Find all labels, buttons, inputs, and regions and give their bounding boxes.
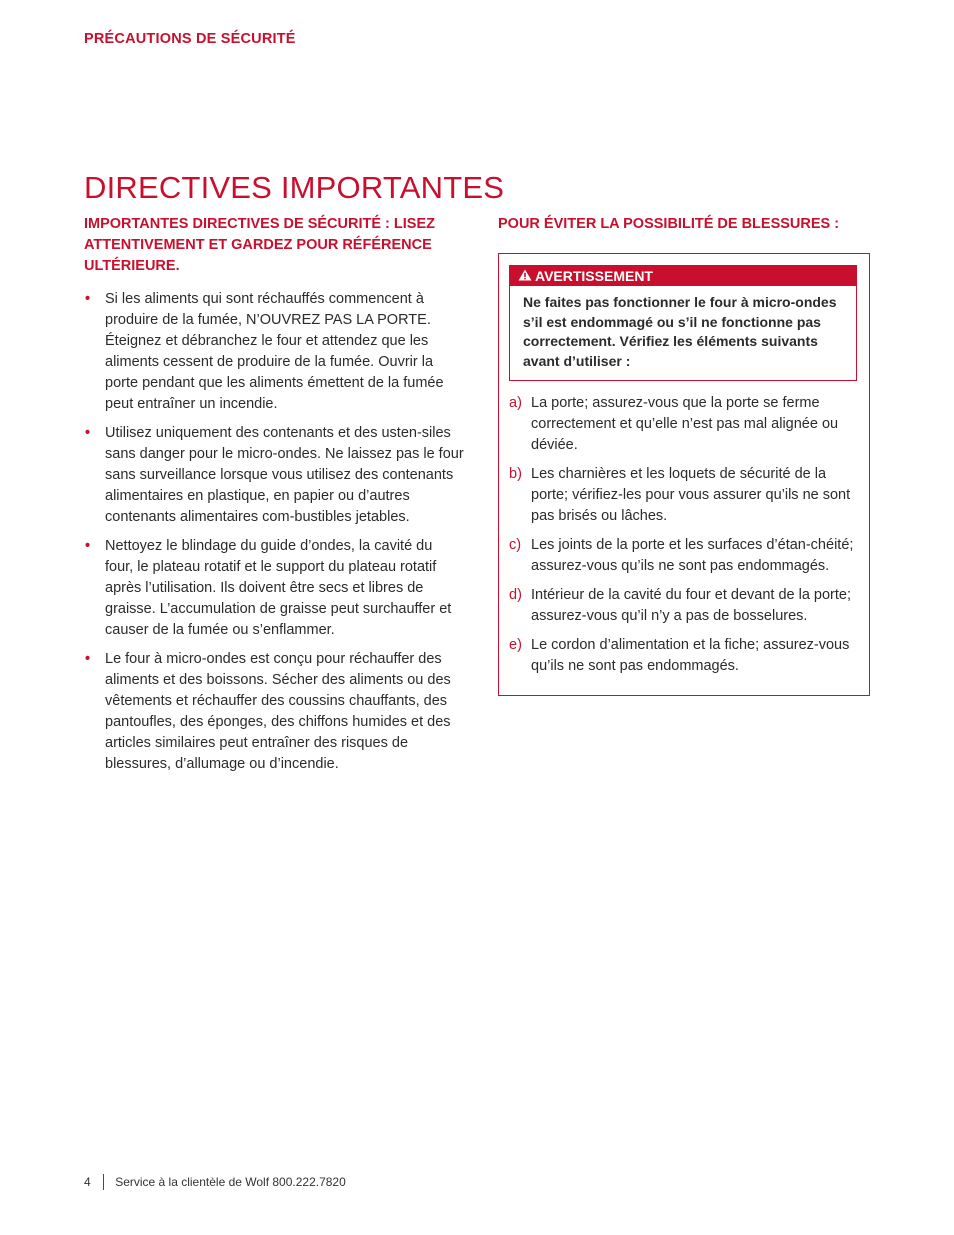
left-column: [84, 214, 464, 783]
warning-header: [510, 266, 856, 286]
bullet-text: Si les aliments qui sont réchauffés commencent à produire de la fumée, N’OUVREZ PAS LA PORTE. Éteignez et débranchez le four et attendez que les aliments cessent de produire de la fumée. Ouvrir la porte pendant que les aliments émettent de la fumée peut entraîner un incendie.: [105, 291, 444, 412]
warning-panel: [509, 265, 857, 381]
item-text: Intérieur de la cavité du four et devant de la porte; assurez-vous qu’il n’y a pas de bosselures.: [531, 587, 852, 624]
left-subheading: IMPORTANTES DIRECTIVES DE SÉCURITÉ : LISEZ ATTENTIVEMENT ET GARDEZ POUR RÉFÉRENCE ULTÉRIEURE.: [84, 216, 435, 274]
warning-label: AVERTISSEMENT: [535, 268, 653, 284]
warning-box: [498, 253, 870, 696]
item-letter: b): [509, 466, 522, 482]
item-text: La porte; assurez-vous que la porte se ferme correctement et qu’elle n’est pas mal alignée ou déviée.: [531, 395, 839, 453]
bullet-text: Le four à micro-ondes est conçu pour réchauffer des aliments et des boissons. Sécher des aliments ou des vêtements et réchauffer des coussins chauffants, des pantoufles, des éponges, des chiffons humides et des articles similaires peut entraîner des risques de blessures, d’allumage ou d’incendie.: [105, 651, 451, 772]
bullet-icon: •: [85, 538, 91, 554]
bullet-text: Nettoyez le blindage du guide d’ondes, la cavité du four, le plateau rotatif et le support du plateau rotatif après l’utilisation. Ils doivent être secs et libres de graisse. L’accumulation de graisse peut surchauffer et causer de la fumée ou s’enflammer.: [105, 538, 452, 638]
list-item: [509, 393, 857, 456]
bullet-text: Utilisez uniquement des contenants et des usten-siles sans danger pour le micro-ondes. Ne laissez pas le four sans surveillance lorsque vous utilisez des contenants alimentaires en plastique, en papier ou d’autres contenants alimentaires com-bustibles jetables.: [105, 425, 464, 525]
item-letter: a): [509, 395, 522, 411]
item-letter: e): [509, 637, 522, 653]
list-item: [509, 585, 857, 627]
section-label: PRÉCAUTIONS DE SÉCURITÉ: [84, 31, 296, 47]
item-letter: c): [509, 537, 522, 553]
list-item: [509, 635, 857, 677]
list-item: [509, 464, 857, 527]
warning-triangle-icon: [518, 268, 533, 284]
item-letter: d): [509, 587, 522, 603]
right-column: [498, 214, 870, 696]
item-text: Le cordon d’alimentation et la fiche; assurez-vous qu’ils ne sont pas endommagés.: [531, 637, 850, 674]
safety-bullet-list: [84, 289, 464, 775]
list-item: [84, 536, 464, 641]
right-subheading: POUR ÉVITER LA POSSIBILITÉ DE BLESSURES :: [498, 216, 840, 232]
list-item: [84, 649, 464, 775]
item-text: Les charnières et les loquets de sécurité de la porte; vérifiez-les pour vous assurer qu’ils ne sont pas brisés ou lâches.: [531, 466, 851, 524]
list-item: [509, 535, 857, 577]
page-number: 4: [84, 1175, 91, 1189]
page-title: DIRECTIVES IMPORTANTES: [84, 170, 505, 205]
bullet-icon: •: [85, 291, 91, 307]
warning-text: Ne faites pas fonctionner le four à micro-ondes s’il est endommagé ou s’il ne fonctionne pas correctement. Vérifiez les éléments suivants avant d’utiliser :: [523, 294, 837, 369]
check-list: [509, 393, 857, 677]
list-item: [84, 423, 464, 528]
bullet-icon: •: [85, 425, 91, 441]
customer-service-text: Service à la clientèle de Wolf 800.222.7820: [115, 1175, 346, 1189]
item-text: Les joints de la porte et les surfaces d’étan-chéité; assurez-vous qu’ils ne sont pas endommagés.: [531, 537, 854, 574]
list-item: [84, 289, 464, 415]
footer-divider: [103, 1174, 105, 1190]
bullet-icon: •: [85, 651, 91, 667]
page-footer: [84, 1174, 346, 1190]
